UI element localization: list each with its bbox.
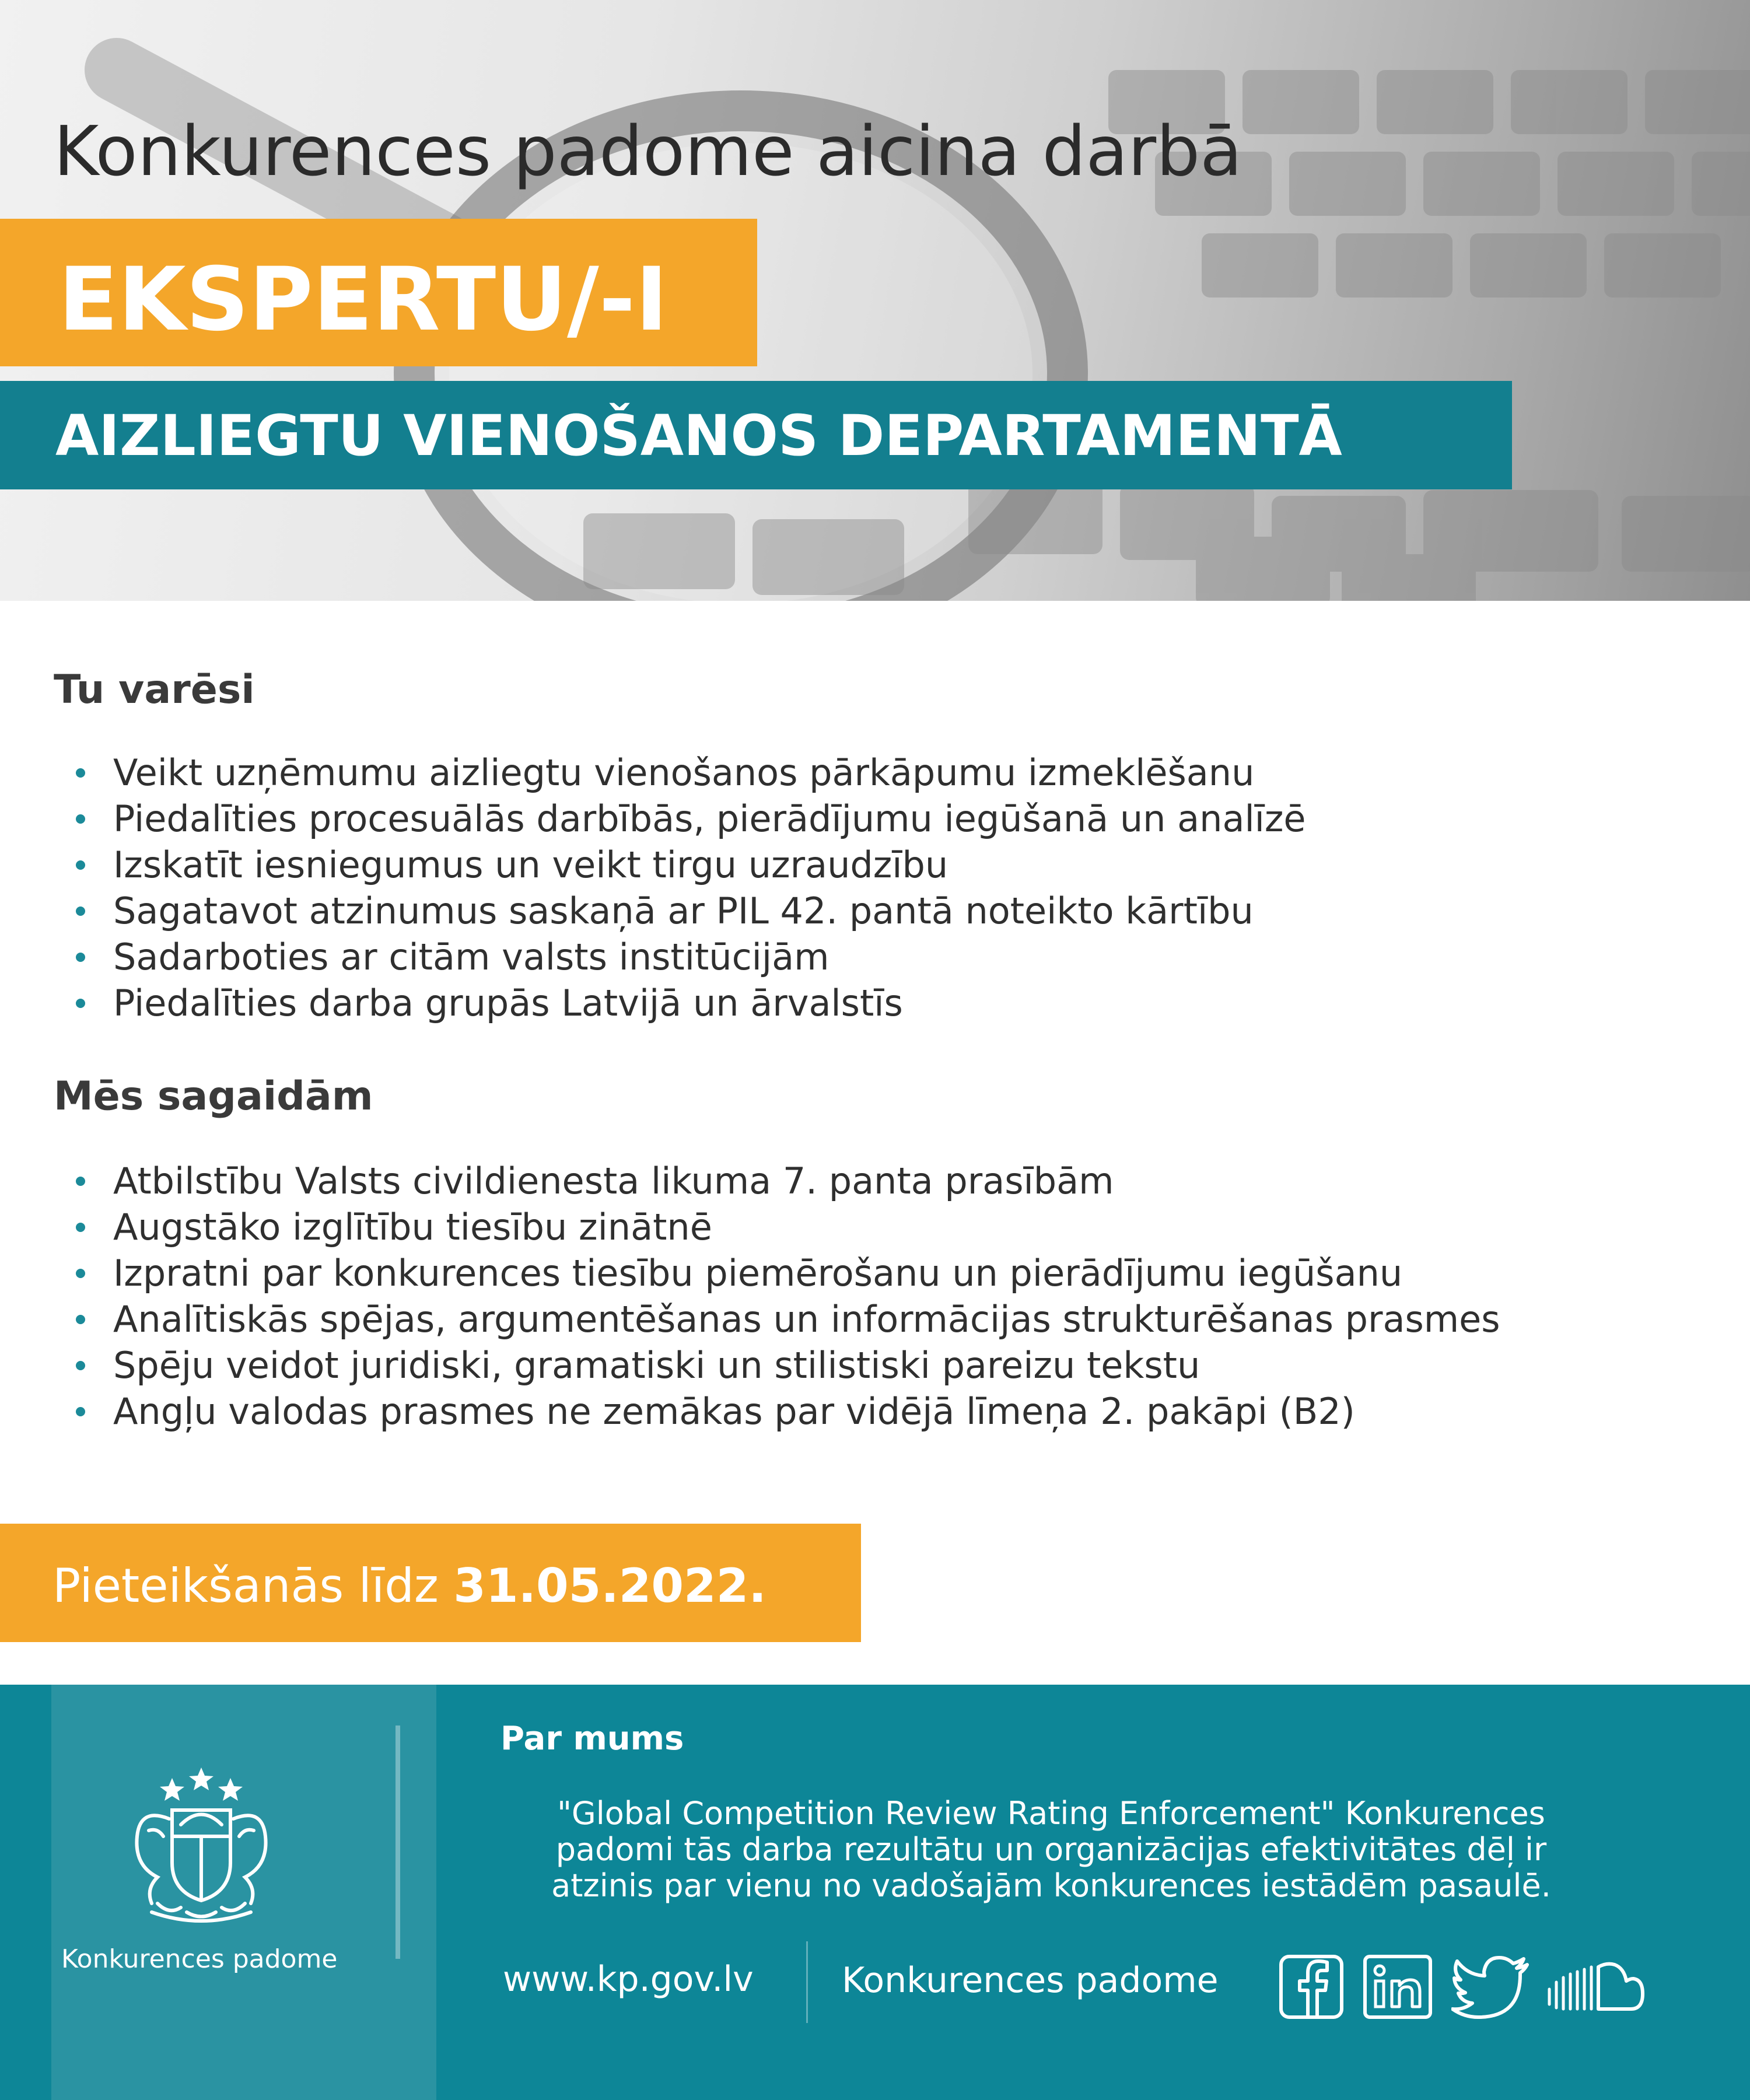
bullet-icon — [76, 1223, 85, 1232]
hero-banner — [0, 0, 1750, 601]
requirements-list — [76, 1158, 1500, 1434]
list-item — [76, 842, 1306, 888]
bullet-icon — [76, 860, 85, 870]
list-item-text: Veikt uzņēmumu aizliegtu vienošanos pārkāpumu izmeklēšanu — [113, 751, 1255, 794]
duties-list — [76, 750, 1306, 1026]
list-item — [76, 1388, 1500, 1434]
list-item-text: Analītiskās spējas, argumentēšanas un informācijas strukturēšanas prasmes — [113, 1298, 1500, 1340]
list-item — [76, 1250, 1500, 1296]
about-line: padomi tās darba rezultātu un organizācijas efektivitātes dēļ ir — [555, 1831, 1547, 1868]
list-item-text: Izpratni par konkurences tiesību piemērošanu un pierādījumu iegūšanu — [113, 1252, 1403, 1294]
deadline-date: 31.05.2022. — [453, 1559, 766, 1613]
about-line: atzinis par vienu no vadošajām konkurences iestādēm pasaulē. — [551, 1867, 1551, 1904]
website-link[interactable]: www.kp.gov.lv — [503, 1959, 754, 2000]
about-line: "Global Competition Review Rating Enforcement" Konkurences — [557, 1795, 1545, 1832]
about-text — [497, 1796, 1605, 1904]
list-item-text: Piedalīties darba grupās Latvijā un ārvalstīs — [113, 982, 903, 1024]
list-item-text: Augstāko izglītību tiesību zinātnē — [113, 1206, 712, 1248]
list-item — [76, 888, 1306, 934]
bullet-icon — [76, 953, 85, 962]
footer-divider — [396, 1726, 400, 1959]
list-item — [76, 934, 1306, 980]
requirements-heading: Mēs sagaidām — [54, 1073, 373, 1119]
list-item-text: Sagatavot atzinumus saskaņā ar PIL 42. pantā noteikto kārtību — [113, 890, 1254, 932]
bullet-icon — [76, 1269, 85, 1278]
bullet-icon — [76, 999, 85, 1008]
list-item — [76, 796, 1306, 842]
hero-subtitle: Konkurences padome aicina darbā — [54, 111, 1242, 191]
deadline-label: Pieteikšanās līdz — [52, 1559, 454, 1613]
list-item — [76, 1158, 1500, 1204]
list-item-text: Piedalīties procesuālās darbībās, pierādījumu iegūšanā un analīzē — [113, 797, 1306, 840]
list-item-text: Angļu valodas prasmes ne zemākas par vidējā līmeņa 2. pakāpi (B2) — [113, 1390, 1355, 1433]
org-name: Konkurences padome — [61, 1944, 338, 1974]
footer-separator — [806, 1941, 808, 2023]
department-banner — [0, 381, 1512, 489]
soundcloud-icon[interactable] — [1546, 1954, 1645, 2020]
bullet-icon — [76, 1315, 85, 1324]
bullet-icon — [76, 1177, 85, 1186]
bullet-icon — [76, 768, 85, 778]
position-title: EKSPERTU/-I — [58, 249, 668, 351]
twitter-icon[interactable] — [1451, 1954, 1531, 2020]
footer — [0, 1685, 1750, 2100]
list-item-text: Sadarboties ar citām valsts institūcijām — [113, 936, 830, 978]
deadline-text — [52, 1559, 766, 1613]
list-item-text: Atbilstību Valsts civildienesta likuma 7. panta prasībām — [113, 1160, 1114, 1202]
list-item — [76, 750, 1306, 796]
facebook-icon[interactable] — [1279, 1954, 1344, 2020]
deadline-banner — [0, 1524, 861, 1642]
list-item — [76, 1296, 1500, 1342]
list-item — [76, 1204, 1500, 1250]
list-item-text: Izskatīt iesniegumus un veikt tirgu uzraudzību — [113, 844, 949, 886]
bullet-icon — [76, 907, 85, 916]
social-account-name: Konkurences padome — [842, 1960, 1219, 2001]
bullet-icon — [76, 814, 85, 824]
bullet-icon — [76, 1361, 85, 1370]
list-item — [76, 980, 1306, 1026]
list-item-text: Spēju veidot juridiski, gramatiski un stilistiski pareizu tekstu — [113, 1344, 1200, 1387]
bullet-icon — [76, 1407, 85, 1416]
duties-heading: Tu varēsi — [54, 667, 255, 713]
about-heading: Par mums — [501, 1720, 684, 1758]
department-title: AIZLIEGTU VIENOŠANOS DEPARTAMENTĀ — [55, 403, 1342, 468]
list-item — [76, 1342, 1500, 1388]
coat-of-arms-logo — [117, 1755, 286, 1930]
position-banner — [0, 219, 757, 366]
linkedin-icon[interactable] — [1363, 1954, 1433, 2020]
